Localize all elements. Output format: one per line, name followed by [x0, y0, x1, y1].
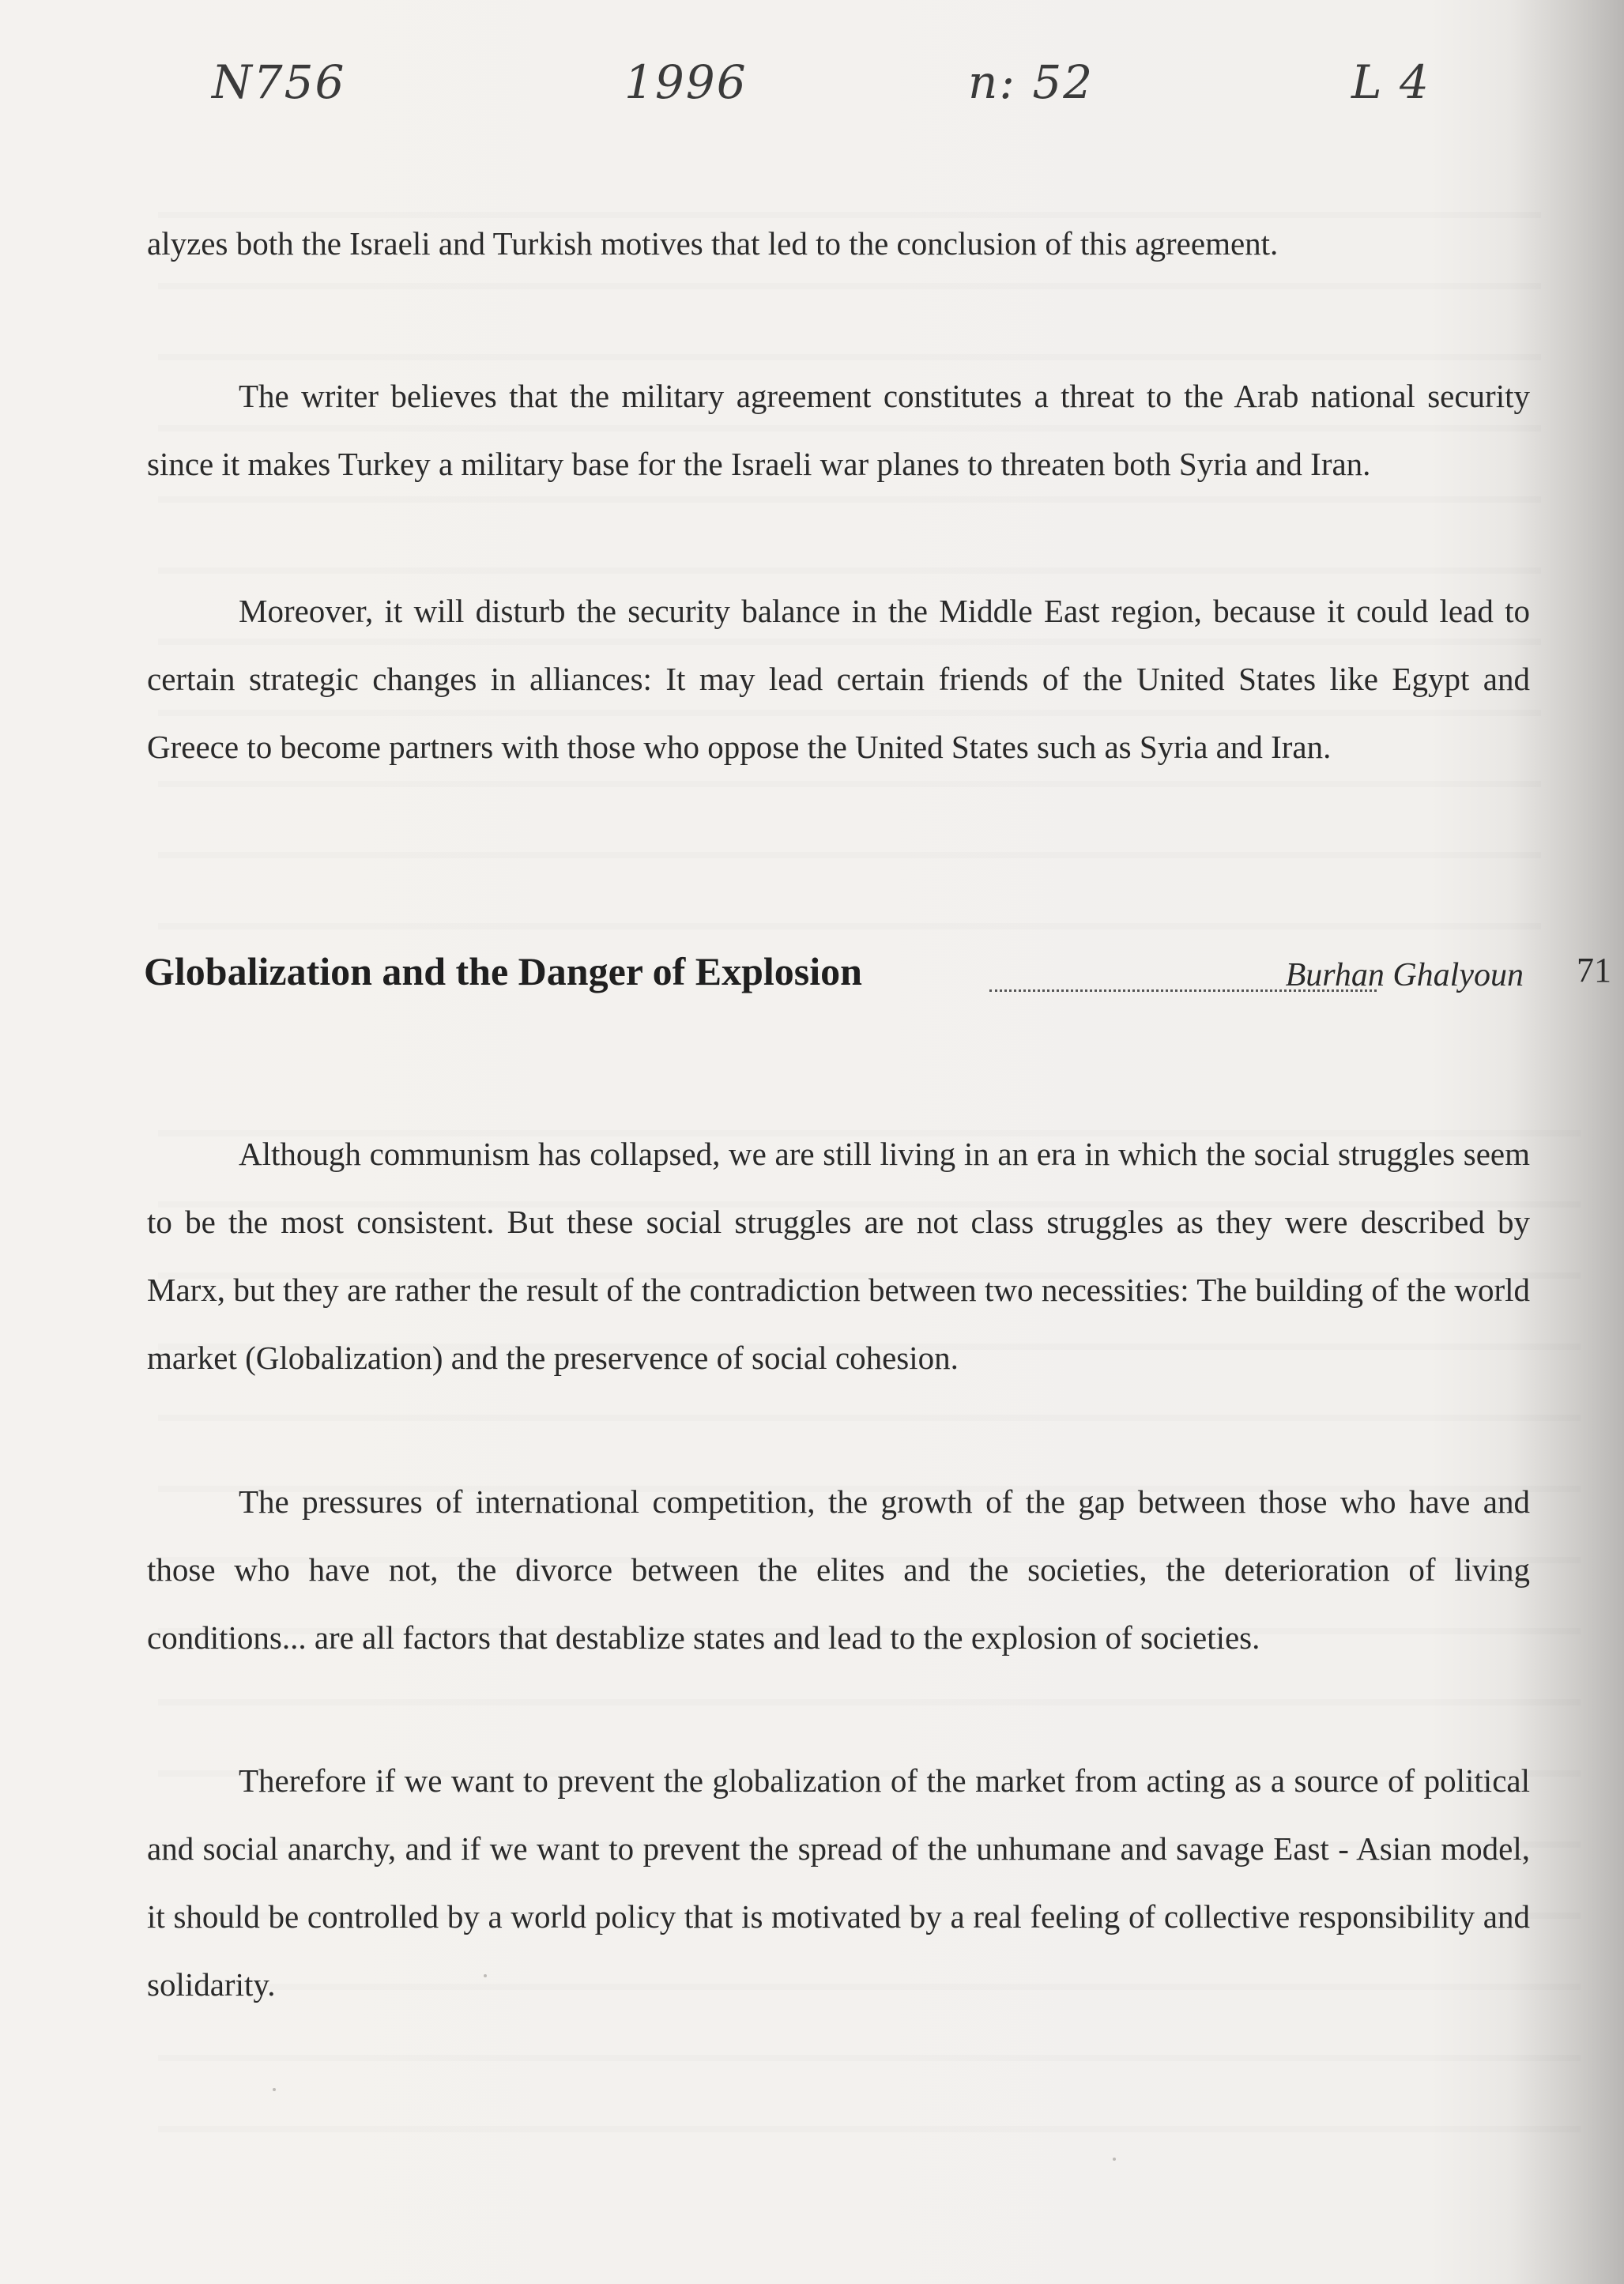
- body-paragraph: Moreover, it will disturb the security balance in the Middle East region, because it could lead to certain strategic changes in alliances: It may lead certain friends of the United States like Egypt and Greece to become partners with those who oppose the United States such as Syria and Iran.: [147, 593, 1530, 765]
- handwritten-note-code: L 4: [1351, 55, 1430, 109]
- body-paragraph: Although communism has collapsed, we are still living in an era in which the social struggles seem to be the most consistent. But these social struggles are not class struggles as they were described by Marx, but they are rather the result of the contradiction between two necessities: The building of the world market (Globalization) and the preservence of social cohesion.: [147, 1136, 1530, 1376]
- handwritten-note-catalog: N756: [212, 55, 346, 109]
- handwritten-note-year: 1996: [624, 55, 748, 109]
- article-author: Burhan Ghalyoun: [1285, 957, 1524, 993]
- scan-speck: [484, 1974, 487, 1977]
- page-number: 71: [1577, 951, 1611, 989]
- body-paragraph: The writer believes that the military agreement constitutes a threat to the Arab national security since it makes Turkey a military base for the Israeli war planes to threaten both Syria and Iran.: [147, 378, 1530, 482]
- article-heading: [144, 948, 1543, 1004]
- article-title: Globalization and the Danger of Explosion: [144, 949, 862, 993]
- body-paragraph: Therefore if we want to prevent the globalization of the market from acting as a source of political and social anarchy, and if we want to prevent the spread of the unhumane and savage East - Asian model, it should be controlled by a world policy that is motivated by a real feeling of collective responsibility and solidarity.: [147, 1762, 1530, 2003]
- scan-speck: [1113, 2158, 1116, 2161]
- scan-speck: [273, 2088, 276, 2091]
- body-paragraph: alyzes both the Israeli and Turkish motives that led to the conclusion of this agreement.: [147, 225, 1279, 262]
- handwritten-note-number: n: 52: [968, 55, 1095, 109]
- body-paragraph: The pressures of international competition, the growth of the gap between those who have and those who have not, the divorce between the elites and the societies, the deterioration of living conditions... are all factors that destablize states and lead to the explosion of societies.: [147, 1483, 1530, 1656]
